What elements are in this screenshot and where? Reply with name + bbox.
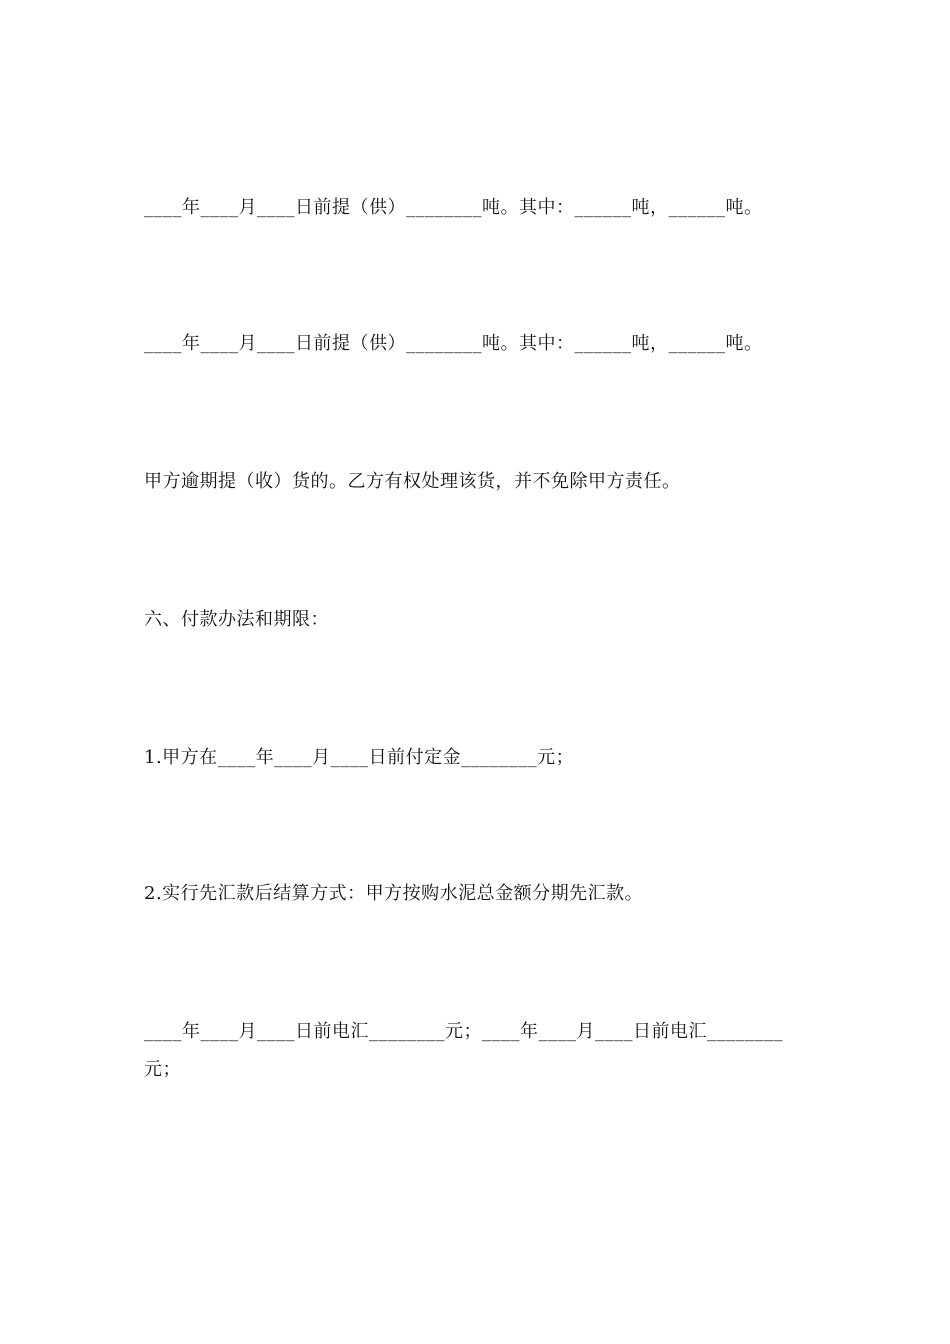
late-pickup-clause: 甲方逾期提（收）货的。乙方有权处理该货，并不免除甲方责任。 [144, 471, 681, 492]
delivery-schedule-line-2: ____年____月____日前提（供）________吨。其中：______吨，______吨。 [144, 333, 763, 354]
section-heading-payment: 六、付款办法和期限： [144, 609, 329, 630]
wire-transfer-schedule-continuation: 元； [144, 1059, 181, 1080]
wire-transfer-schedule-line: ____年____月____日前电汇________元；____年____月____日前电汇________ [144, 1021, 783, 1042]
payment-item-1: 1.甲方在____年____月____日前付定金________元； [144, 747, 575, 768]
payment-item-2: 2.实行先汇款后结算方式：甲方按购水泥总金额分期先汇款。 [144, 883, 644, 904]
delivery-schedule-line-1: ____年____月____日前提（供）________吨。其中：______吨，______吨。 [144, 197, 763, 218]
